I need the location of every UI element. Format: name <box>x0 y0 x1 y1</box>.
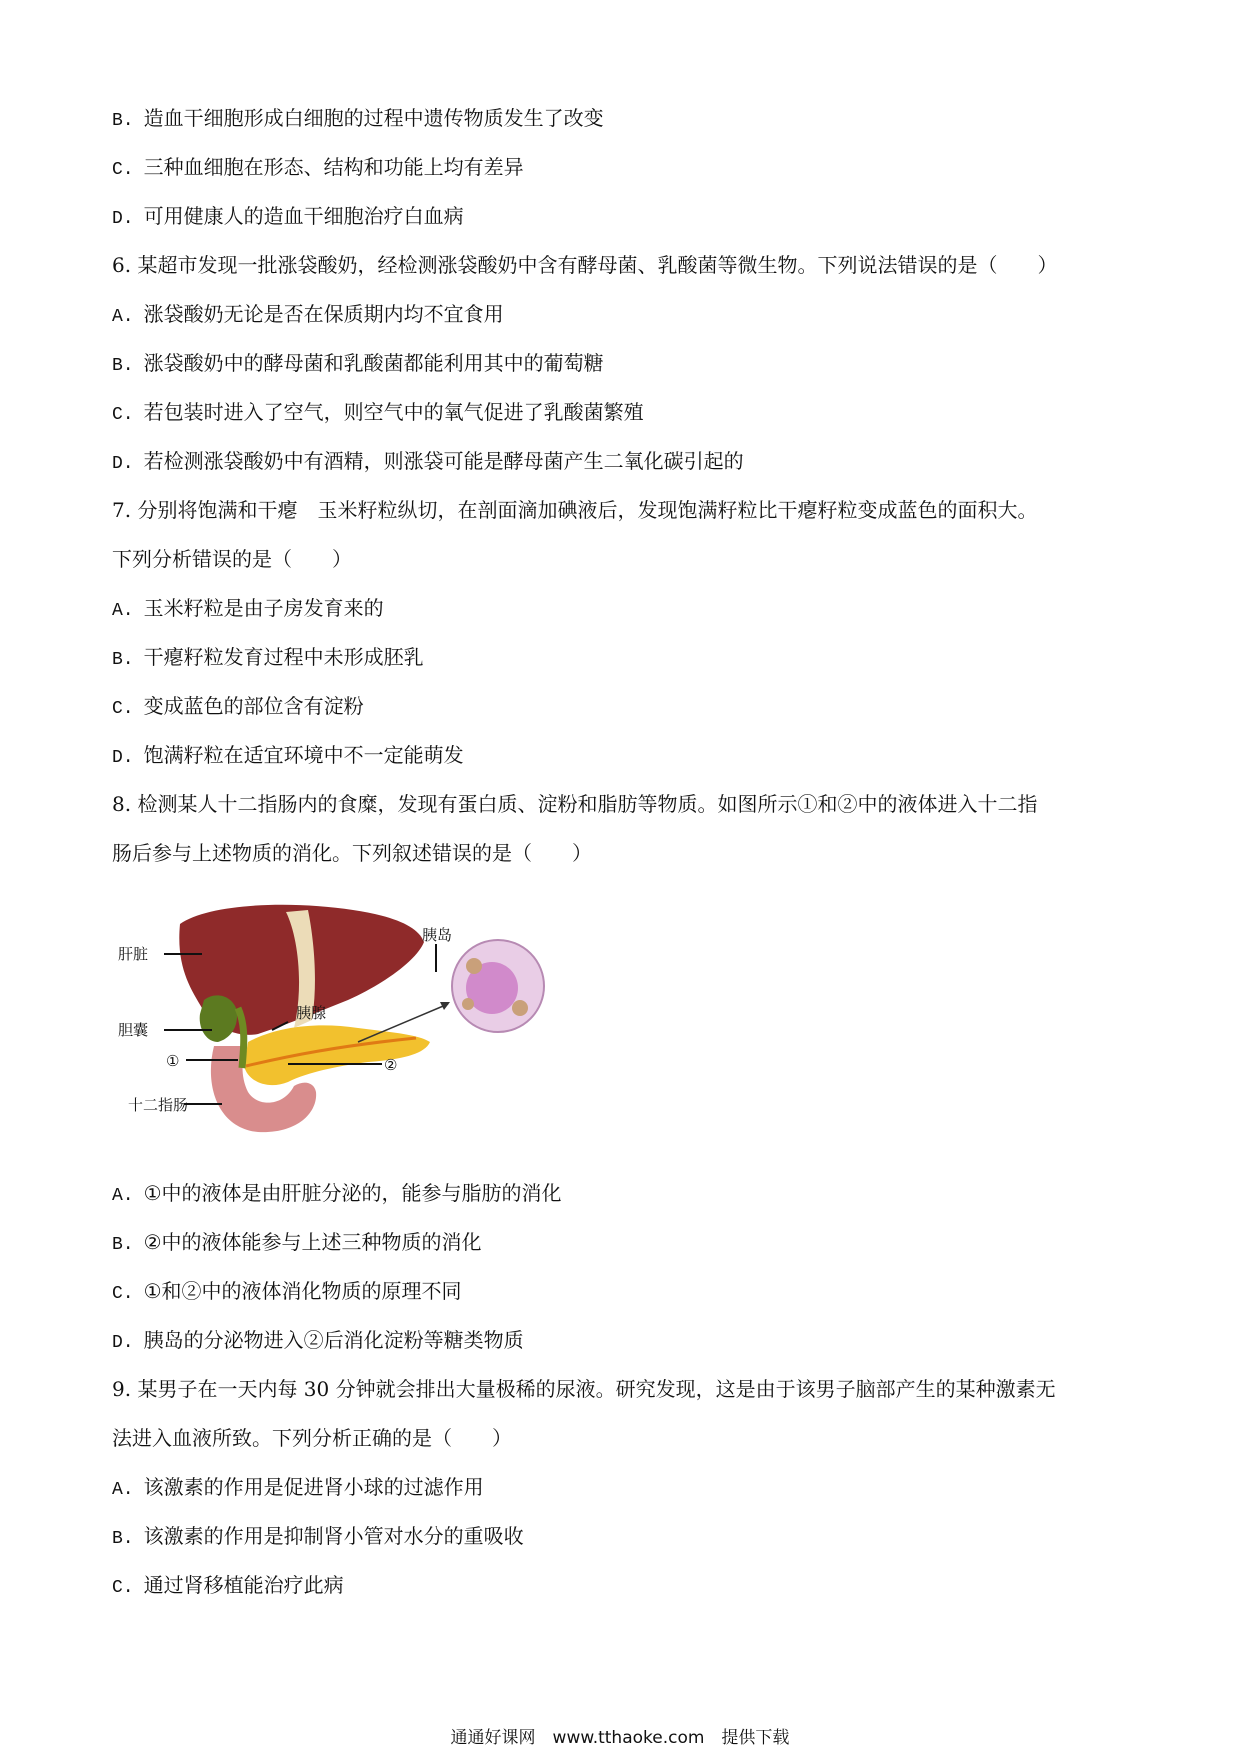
label-marker-2: ② <box>384 1056 398 1074</box>
option-7a <box>112 594 384 625</box>
label-marker-1: ① <box>166 1052 180 1070</box>
option-label: D. <box>112 454 134 474</box>
option-label: D. <box>112 209 134 229</box>
option-label: D. <box>112 1333 134 1353</box>
question-8-stem <box>112 790 1037 818</box>
option-label: B. <box>112 356 134 376</box>
option-label: C. <box>112 160 134 180</box>
question-text: 8. 检测某人十二指肠内的食糜，发现有蛋白质、淀粉和脂肪等物质。如图所示①和②中的液体进入十二指 <box>112 792 1038 816</box>
question-text: 9. 某男子在一天内每 30 分钟就会排出大量极稀的尿液。研究发现，这是由于该男子脑部产生的某种激素无 <box>112 1377 1056 1401</box>
option-text: 玉米籽粒是由子房发育来的 <box>143 596 384 620</box>
question-text: 下列分析错误的是（ ） <box>112 547 352 571</box>
option-8d <box>112 1326 524 1357</box>
label-islet: 胰岛 <box>422 926 453 944</box>
option-6c <box>112 398 644 429</box>
option-label: A. <box>112 1186 134 1206</box>
label-liver: 肝脏 <box>118 945 149 963</box>
option-6b <box>112 349 604 380</box>
option-text: ①中的液体是由肝脏分泌的，能参与脂肪的消化 <box>143 1181 562 1205</box>
option-text: 造血干细胞形成白细胞的过程中遗传物质发生了改变 <box>143 106 604 130</box>
option-text: 变成蓝色的部位含有淀粉 <box>143 694 364 718</box>
option-9a <box>112 1473 484 1504</box>
question-7-stem <box>112 496 1037 524</box>
option-text: 饱满籽粒在适宜环境中不一定能萌发 <box>143 743 464 767</box>
option-label: C. <box>112 1578 134 1598</box>
option-text: ②中的液体能参与上述三种物质的消化 <box>143 1230 482 1254</box>
option-6d <box>112 447 744 478</box>
question-7-stem-cont <box>112 545 352 573</box>
question-6-stem <box>112 251 1057 279</box>
option-7c <box>112 692 364 723</box>
label-pancreas: 胰腺 <box>296 1004 327 1022</box>
option-9c <box>112 1571 344 1602</box>
label-duodenum: 十二指肠 <box>128 1096 189 1114</box>
option-text: 可用健康人的造血干细胞治疗白血病 <box>143 204 464 228</box>
option-text: 若检测涨袋酸奶中有酒精，则涨袋可能是酵母菌产生二氧化碳引起的 <box>143 449 744 473</box>
option-8a <box>112 1179 562 1210</box>
question-8-stem-cont <box>112 839 592 867</box>
option-label: B. <box>112 1235 134 1255</box>
option-label: A. <box>112 1480 134 1500</box>
option-5d <box>112 202 464 233</box>
option-label: B. <box>112 111 134 131</box>
pancreas-shape <box>244 1025 430 1085</box>
digestive-organs-figure <box>118 896 558 1156</box>
label-gallbladder: 胆囊 <box>118 1021 149 1039</box>
option-text: 该激素的作用是促进肾小球的过滤作用 <box>143 1475 484 1499</box>
option-label: D. <box>112 748 134 768</box>
option-5b <box>112 104 604 135</box>
option-label: A. <box>112 601 134 621</box>
option-5c <box>112 153 524 184</box>
option-label: C. <box>112 405 134 425</box>
option-6a <box>112 300 504 331</box>
option-7d <box>112 741 464 772</box>
option-text: 涨袋酸奶无论是否在保质期内均不宜食用 <box>143 302 504 326</box>
option-text: ①和②中的液体消化物质的原理不同 <box>143 1279 462 1303</box>
option-8c <box>112 1277 462 1308</box>
question-text: 肠后参与上述物质的消化。下列叙述错误的是（ ） <box>112 841 592 865</box>
question-9-stem <box>112 1375 1056 1403</box>
page-footer: 通通好课网 www.tthaoke.com 提供下载 <box>450 1728 790 1748</box>
option-text: 通过肾移植能治疗此病 <box>143 1573 344 1597</box>
option-text: 若包装时进入了空气，则空气中的氧气促进了乳酸菌繁殖 <box>143 400 644 424</box>
option-label: B. <box>112 1529 134 1549</box>
option-label: A. <box>112 307 134 327</box>
question-9-stem-cont <box>112 1424 512 1452</box>
gallbladder-shape <box>200 995 237 1042</box>
option-label: C. <box>112 699 134 719</box>
option-8b <box>112 1228 482 1259</box>
question-text: 7. 分别将饱满和干瘪 玉米籽粒纵切，在剖面滴加碘液后，发现饱满籽粒比干瘪籽粒变成蓝色的面积大。 <box>112 498 1038 522</box>
question-text: 6. 某超市发现一批涨袋酸奶，经检测涨袋酸奶中含有酵母菌、乳酸菌等微生物。下列说法错误的是（ ） <box>112 253 1058 277</box>
option-text: 涨袋酸奶中的酵母菌和乳酸菌都能利用其中的葡萄糖 <box>143 351 604 375</box>
option-7b <box>112 643 424 674</box>
option-text: 三种血细胞在形态、结构和功能上均有差异 <box>143 155 524 179</box>
option-text: 干瘪籽粒发育过程中未形成胚乳 <box>143 645 424 669</box>
option-9b <box>112 1522 524 1553</box>
option-text: 胰岛的分泌物进入②后消化淀粉等糖类物质 <box>143 1328 524 1352</box>
option-text: 该激素的作用是抑制肾小管对水分的重吸收 <box>143 1524 524 1548</box>
question-text: 法进入血液所致。下列分析正确的是（ ） <box>112 1426 512 1450</box>
option-label: C. <box>112 1284 134 1304</box>
option-label: B. <box>112 650 134 670</box>
